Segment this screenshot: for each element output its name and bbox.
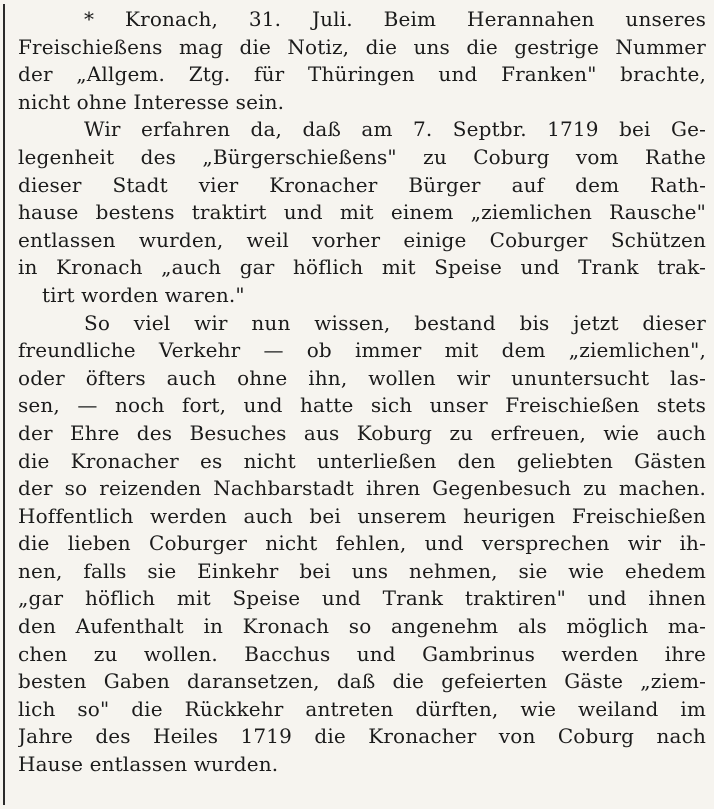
article-line: die Kronacher es nicht unterließen den geliebten Gästen — [18, 448, 706, 473]
article-line: Wir erfahren da, daß am 7. Septbr. 1719 bei Ge- — [84, 117, 706, 142]
article-line: nen, falls sie Einkehr bei uns nehmen, sie wie ehedem — [18, 558, 706, 583]
article-line: besten Gaben daransetzen, daß die gefeierten Gäste „ziem- — [18, 669, 706, 694]
article-line: chen zu wollen. Bacchus und Gambrinus werden ihre — [18, 641, 706, 666]
article-line: die lieben Coburger nicht fehlen, und versprechen wir ih- — [18, 531, 706, 556]
column-rule — [3, 4, 5, 805]
article-line: der Ehre des Besuches aus Koburg zu erfreuen, wie auch — [18, 420, 706, 445]
dateline: * Kronach, 31. Juli. Beim Herannahen unseres — [84, 7, 706, 31]
article-line: tirt worden waren." — [42, 282, 245, 307]
article-line: Hoffentlich werden auch bei unserem heurigen Freischießen — [18, 503, 706, 528]
article-line: legenheit des „Bürgerschießens" zu Coburg vom Rathe — [18, 144, 706, 169]
article-line: hause bestens traktirt und mit einem „ziemlichen Rausche" — [18, 200, 706, 225]
article-line: lich so" die Rückkehr antreten dürften, wie weiland im — [18, 696, 706, 721]
article-line: „gar höflich mit Speise und Trank traktiren" und ihnen — [18, 586, 706, 611]
article-line: freundliche Verkehr — ob immer mit dem „ziemlichen", — [18, 338, 706, 363]
article — [18, 6, 706, 779]
article-line: Hause entlassen wurden. — [18, 752, 279, 777]
article-line: oder öfters auch ohne ihn, wollen wir ununtersucht las- — [18, 365, 706, 390]
article-line: So viel wir nun wissen, bestand bis jetzt dieser — [84, 310, 706, 335]
article-line: der so reizenden Nachbarstadt ihren Gegenbesuch zu machen. — [18, 476, 706, 501]
article-line: Jahre des Heiles 1719 die Kronacher von Coburg nach — [18, 724, 706, 749]
article-line: sen, — noch fort, und hatte sich unser Freischießen stets — [18, 393, 706, 418]
article-line: Freischießens mag die Notiz, die uns die gestrige Nummer — [18, 34, 706, 59]
article-line: nicht ohne Interesse sein. — [18, 89, 285, 114]
article-line: der „Allgem. Ztg. für Thüringen und Franken" brachte, — [18, 62, 706, 87]
article-line: entlassen wurden, weil vorher einige Coburger Schützen — [18, 227, 706, 252]
article-line: dieser Stadt vier Kronacher Bürger auf dem Rath- — [18, 172, 706, 197]
article-line: den Aufenthalt in Kronach so angenehm als möglich ma- — [18, 614, 706, 639]
article-line: in Kronach „auch gar höflich mit Speise und Trank trak- — [18, 255, 706, 280]
